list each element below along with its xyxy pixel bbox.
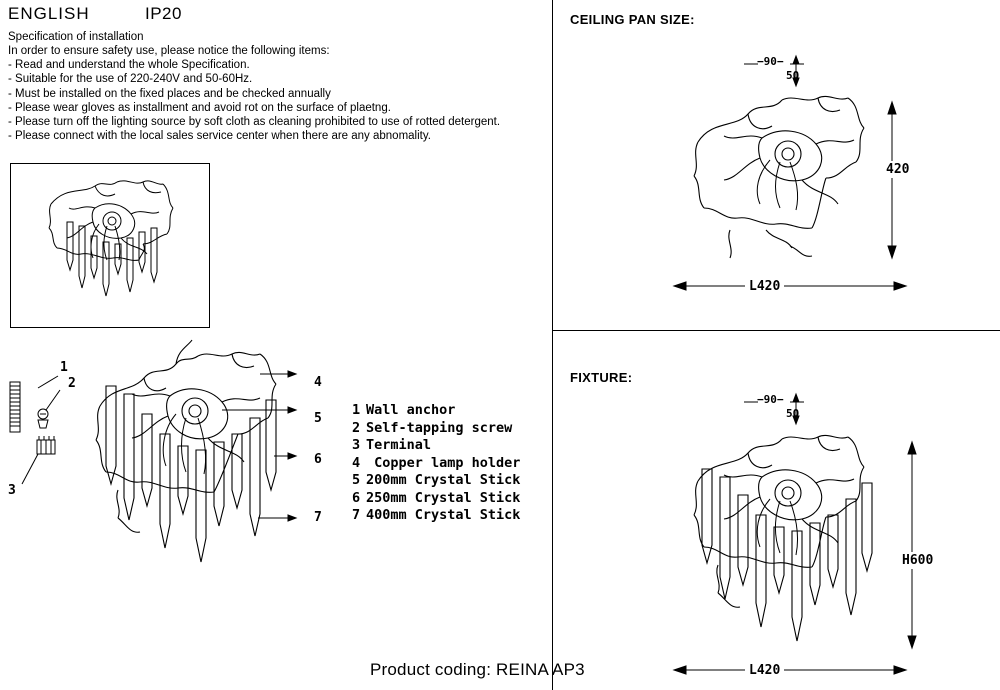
legend-row <box>352 455 520 473</box>
specification-item: - Suitable for the use of 220-240V and 50-60Hz. <box>8 73 253 86</box>
legend-number: 1 <box>352 402 361 418</box>
callout-3: 3 <box>8 483 16 498</box>
legend-number: 7 <box>352 507 361 523</box>
fixture-height-label: H600 <box>902 553 934 568</box>
ceiling-pan-title: CEILING PAN SIZE: <box>570 12 695 27</box>
vertical-divider <box>552 0 553 690</box>
specification-list <box>8 44 500 143</box>
fixture-width-label: L420 <box>745 663 784 678</box>
specification-title: Specification of installation <box>8 31 144 43</box>
ceiling-pan-drawing <box>690 90 880 270</box>
legend-row <box>352 402 520 420</box>
legend-number: 5 <box>352 472 361 488</box>
product-preview-drawing <box>11 164 208 326</box>
ceiling-pan-angle-label: −90− <box>757 55 784 68</box>
callout-2: 2 <box>68 376 76 391</box>
fixture-width-dimension <box>672 662 908 678</box>
legend-label: Self-tapping screw <box>366 419 513 436</box>
legend-label: 400mm Crystal Stick <box>366 507 521 523</box>
legend-number: 2 <box>352 419 361 436</box>
legend-label: Terminal <box>366 437 432 453</box>
product-preview-box <box>10 163 210 328</box>
legend-label: 200mm Crystal Stick <box>366 472 521 488</box>
ceiling-pan-depth-label: 50 <box>786 69 800 82</box>
legend-row <box>352 507 520 525</box>
ceiling-pan-height-label: 420 <box>886 162 910 177</box>
callout-1: 1 <box>60 360 68 375</box>
ceiling-pan-height-dimension <box>880 100 920 260</box>
fixture-angle-label: −90− <box>757 393 784 406</box>
callout-6: 6 <box>314 452 322 467</box>
callout-4: 4 <box>314 375 322 390</box>
parts-legend <box>352 402 520 525</box>
legend-number: 3 <box>352 437 361 453</box>
callout-5: 5 <box>314 411 322 426</box>
product-coding-label: Product coding: REINA AP3 <box>370 660 585 679</box>
ceiling-pan-width-dimension <box>672 278 908 294</box>
hardware-parts-drawing <box>8 368 88 508</box>
fixture-depth-label: 50 <box>786 407 800 420</box>
language-label: ENGLISH <box>8 4 90 23</box>
legend-row <box>352 437 520 455</box>
specification-item: - Please wear gloves as installment and avoid rot on the surface of plaetng. <box>8 101 391 114</box>
fixture-height-dimension <box>900 440 940 650</box>
specification-item: - Must be installed on the fixed places and be checked annually <box>8 87 331 100</box>
legend-label: Wall anchor <box>366 402 456 418</box>
legend-row <box>352 472 520 490</box>
fixture-title: FIXTURE: <box>570 370 633 385</box>
specification-intro: In order to ensure safety use, please notice the following items: <box>8 45 330 57</box>
ip-rating-label: IP20 <box>145 4 182 23</box>
specification-item: - Please connect with the local sales service center when there are any abnomality. <box>8 130 431 143</box>
horizontal-divider <box>552 330 1000 331</box>
callout-7: 7 <box>314 510 322 525</box>
legend-number: 4 <box>352 454 361 471</box>
legend-label: Copper lamp holder <box>366 454 521 471</box>
specification-item: - Please turn off the lighting source by soft cloth as cleaning prohibited to use of rotted detergent. <box>8 116 501 129</box>
legend-row <box>352 490 520 508</box>
legend-number: 6 <box>352 489 361 506</box>
wall-lamp-exploded-drawing <box>88 338 308 628</box>
fixture-drawing <box>690 425 890 660</box>
legend-label: 250mm Crystal Stick <box>366 489 521 506</box>
specification-item: - Read and understand the whole Specification. <box>8 59 250 72</box>
ceiling-pan-width-label: L420 <box>745 279 784 294</box>
legend-row <box>352 420 520 438</box>
